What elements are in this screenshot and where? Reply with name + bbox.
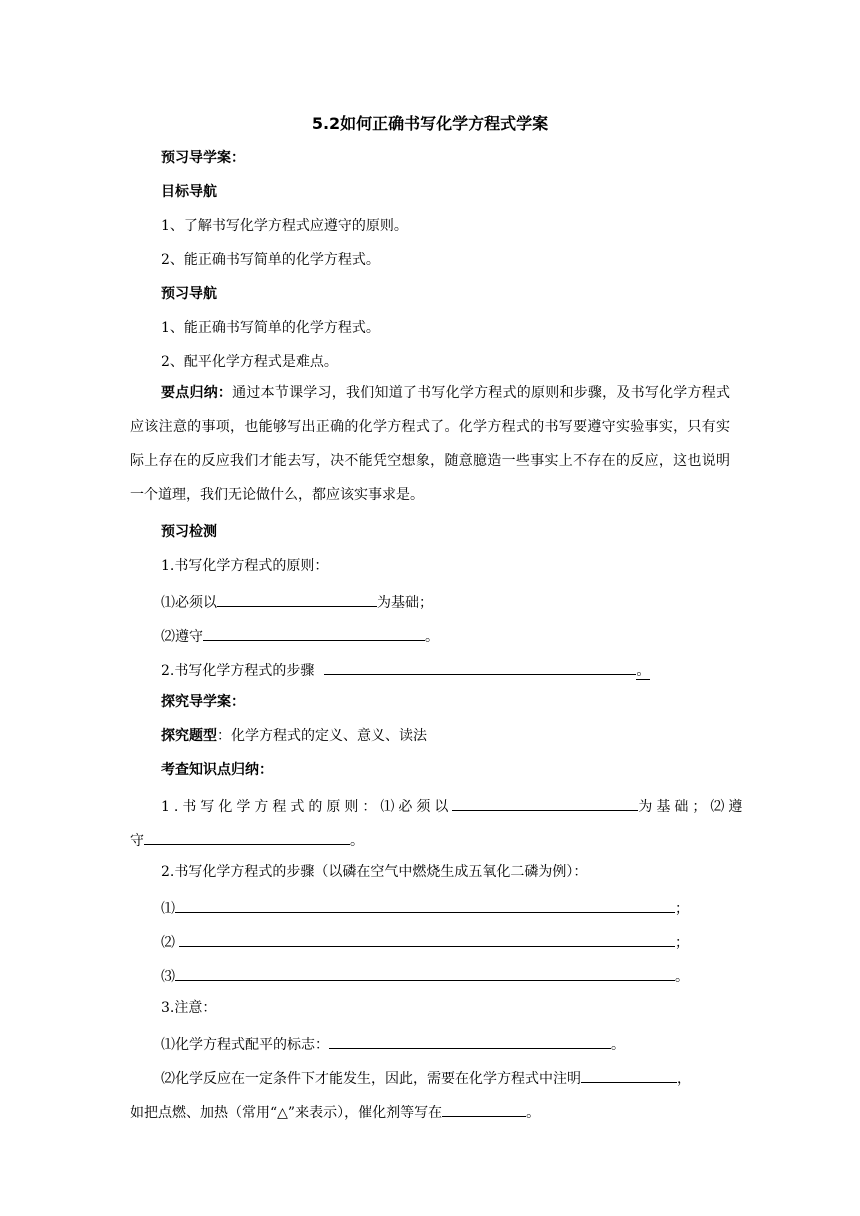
check-question-2: 2.书写化学方程式的步骤 。 <box>161 658 650 681</box>
answer-blank[interactable] <box>324 658 636 675</box>
answer-blank[interactable] <box>175 896 675 913</box>
answer-blank[interactable] <box>442 1100 526 1117</box>
answer-blank[interactable] <box>329 1032 611 1049</box>
answer-blank[interactable] <box>144 828 350 845</box>
check-question-1: 1.书写化学方程式的原则： <box>161 558 329 574</box>
answer-blank[interactable] <box>175 964 675 981</box>
answer-blank[interactable] <box>581 1066 677 1083</box>
guide-heading: 预习导航 <box>161 286 217 302</box>
check-question-1a: ⑴必须以 为基础； <box>161 590 433 613</box>
goal-item-2: 2、能正确书写简单的化学方程式。 <box>161 252 380 268</box>
note-1: ⑴化学方程式配平的标志： 。 <box>161 1032 625 1055</box>
knowledge-1: 1.书写化学方程式的原则：⑴必须以 为基础；⑵遵 <box>161 794 746 817</box>
preview-heading: 预习导学案： <box>161 150 245 166</box>
answer-blank[interactable] <box>452 794 638 811</box>
key-points-paragraph <box>130 376 730 512</box>
goal-item-1: 1、了解书写化学方程式应遵守的原则。 <box>161 218 408 234</box>
guide-item-2: 2、配平化学方程式是难点。 <box>161 354 338 370</box>
note-2: ⑵化学反应在一定条件下才能发生，因此，需要在化学方程式中注明 ， <box>161 1066 691 1089</box>
step-2: ⑵ ； <box>161 930 689 953</box>
explore-type: 探究题型：化学方程式的定义、意义、读法 <box>161 728 427 744</box>
key-points-label: 要点归纳： <box>161 385 233 401</box>
answer-blank[interactable] <box>217 590 377 607</box>
step-1: ⑴ ； <box>161 896 689 919</box>
knowledge-2: 2.书写化学方程式的步骤（以磷在空气中燃烧生成五氧化二磷为例）： <box>161 864 588 880</box>
check-heading: 预习检测 <box>161 524 217 540</box>
step-3: ⑶ 。 <box>161 964 689 987</box>
knowledge-heading: 考查知识点归纳： <box>161 762 273 778</box>
check-question-1b: ⑵遵守 。 <box>161 624 439 647</box>
key-points-text: 通过本节课学习，我们知道了书写化学方程式的原则和步骤，及书写化学方程式应该注意的事项，也能够写出正确的化学方程式了。化学方程式的书写要遵守实验事实，只有实际上存在的反应我们才能去写，决不能凭空想象，随意臆造一些事实上不存在的反应，这也说明一个道理，我们无论做什么，都应该实事求是。 <box>130 385 731 503</box>
answer-blank[interactable] <box>179 930 675 947</box>
knowledge-1-cont: 守 。 <box>130 828 364 851</box>
guide-item-1: 1、能正确书写简单的化学方程式。 <box>161 320 380 336</box>
document-title: 5.2如何正确书写化学方程式学案 <box>311 114 549 133</box>
answer-blank[interactable] <box>203 624 425 641</box>
knowledge-3: 3.注意： <box>161 1000 217 1016</box>
explore-heading: 探究导学案： <box>161 694 245 710</box>
note-2-cont: 如把点燃、加热（常用“△”来表示），催化剂等写在 。 <box>130 1100 540 1123</box>
goal-heading: 目标导航 <box>161 184 217 200</box>
